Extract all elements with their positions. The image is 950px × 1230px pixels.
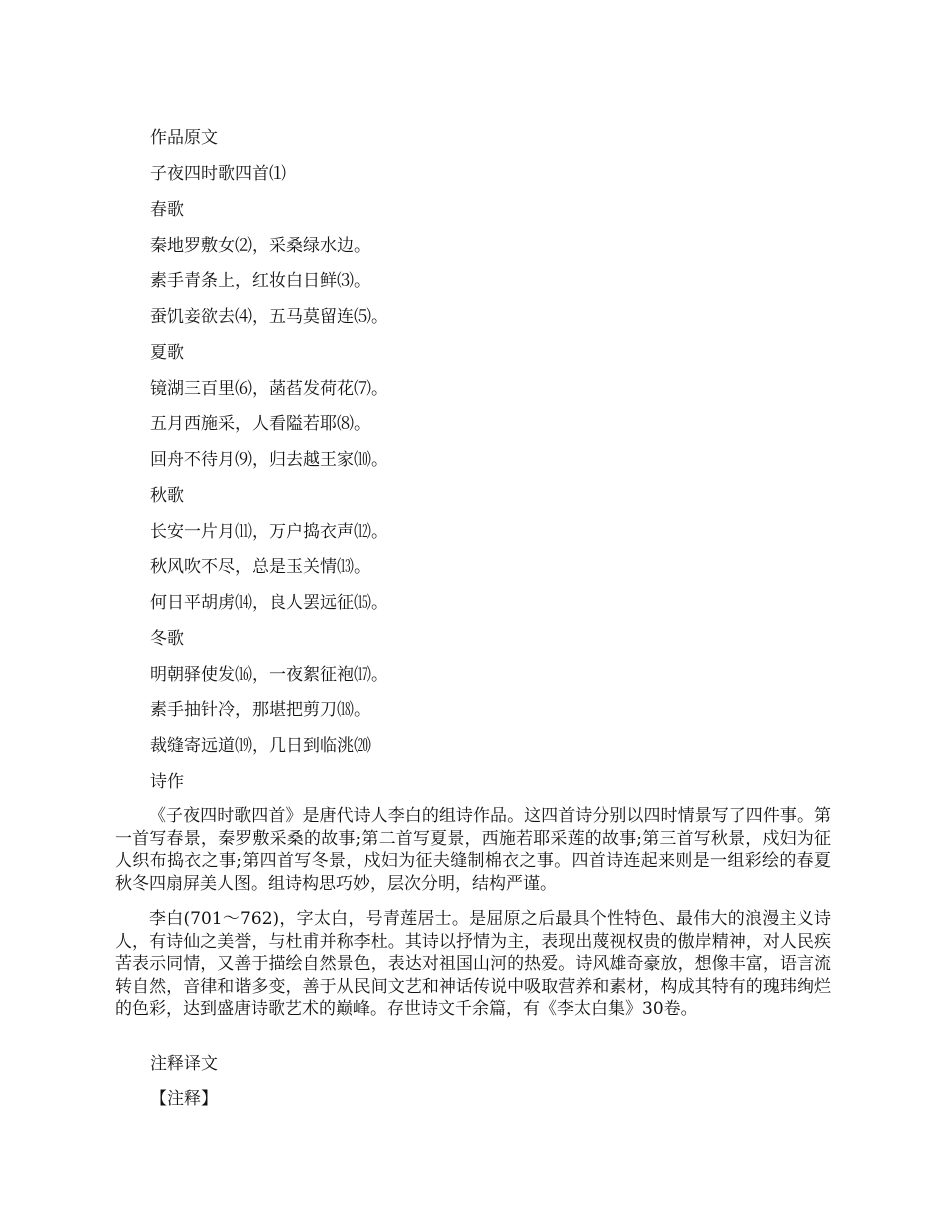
poem-line: 明朝驿使发⒃，一夜絮征袍⒄。 <box>150 665 388 685</box>
poem-line: 裁缝寄远道⒆，几日到临洮⒇ <box>150 736 371 756</box>
paragraph-intro: 《子夜四时歌四首》是唐代诗人李白的组诗作品。这四首诗分别以四时情景写了四件事。第一首写春景，秦罗敷采桑的故事;第二首写夏景，西施若耶采莲的故事;第三首写秋景，戍妇为征人织布捣衣之事;第四首写冬景，戍妇为征夫缝制棉衣之事。四首诗连起来则是一组彩绘的春夏秋冬四扇屏美人图。组诗构思巧妙，层次分明，结构严谨。 <box>115 806 831 894</box>
summer-title: 夏歌 <box>150 343 184 363</box>
poem-line: 长安一片月⑾，万户捣衣声⑿。 <box>150 522 388 542</box>
paragraph-author: 李白(701～762)，字太白，号青莲居士。是屈原之后最具个性特色、最伟大的浪漫主义诗人，有诗仙之美誉，与杜甫并称李杜。其诗以抒情为主，表现出蔑视权贵的傲岸精神，对人民疾苦表示同情，又善于描绘自然景色，表达对祖国山河的热爱。诗风雄奇豪放，想像丰富，语言流转自然，音律和谐多变，善于从民间文艺和神话传说中吸取营养和素材，构成其特有的瑰玮绚烂的色彩，达到盛唐诗歌艺术的巅峰。存世诗文千余篇，有《李太白集》30卷。 <box>115 909 831 1019</box>
notes-heading: 【注释】 <box>150 1089 218 1109</box>
poem-line: 何日平胡虏⒁，良人罢远征⒂。 <box>150 593 388 613</box>
poem-line: 蚕饥妾欲去⑷，五马莫留连⑸。 <box>150 307 388 327</box>
poem-line: 五月西施采，人看隘若耶⑻。 <box>150 414 371 434</box>
section-heading-creation: 诗作 <box>150 772 184 792</box>
autumn-title: 秋歌 <box>150 486 184 506</box>
poem-title: 子夜四时歌四首⑴ <box>150 164 286 184</box>
poem-line: 秦地罗敷女⑵，采桑绿水边。 <box>150 236 371 256</box>
poem-line: 素手抽针冷，那堪把剪刀⒅。 <box>150 700 371 720</box>
section-heading-original: 作品原文 <box>150 128 218 148</box>
poem-line: 回舟不待月⑼，归去越王家⑽。 <box>150 450 388 470</box>
poem-line: 素手青条上，红妆白日鲜⑶。 <box>150 271 371 291</box>
winter-title: 冬歌 <box>150 629 184 649</box>
poem-line: 秋风吹不尽，总是玉关情⒀。 <box>150 557 371 577</box>
spring-title: 春歌 <box>150 200 184 220</box>
poem-line: 镜湖三百里⑹，菡萏发荷花⑺。 <box>150 379 388 399</box>
section-heading-notes: 注释译文 <box>150 1054 218 1074</box>
